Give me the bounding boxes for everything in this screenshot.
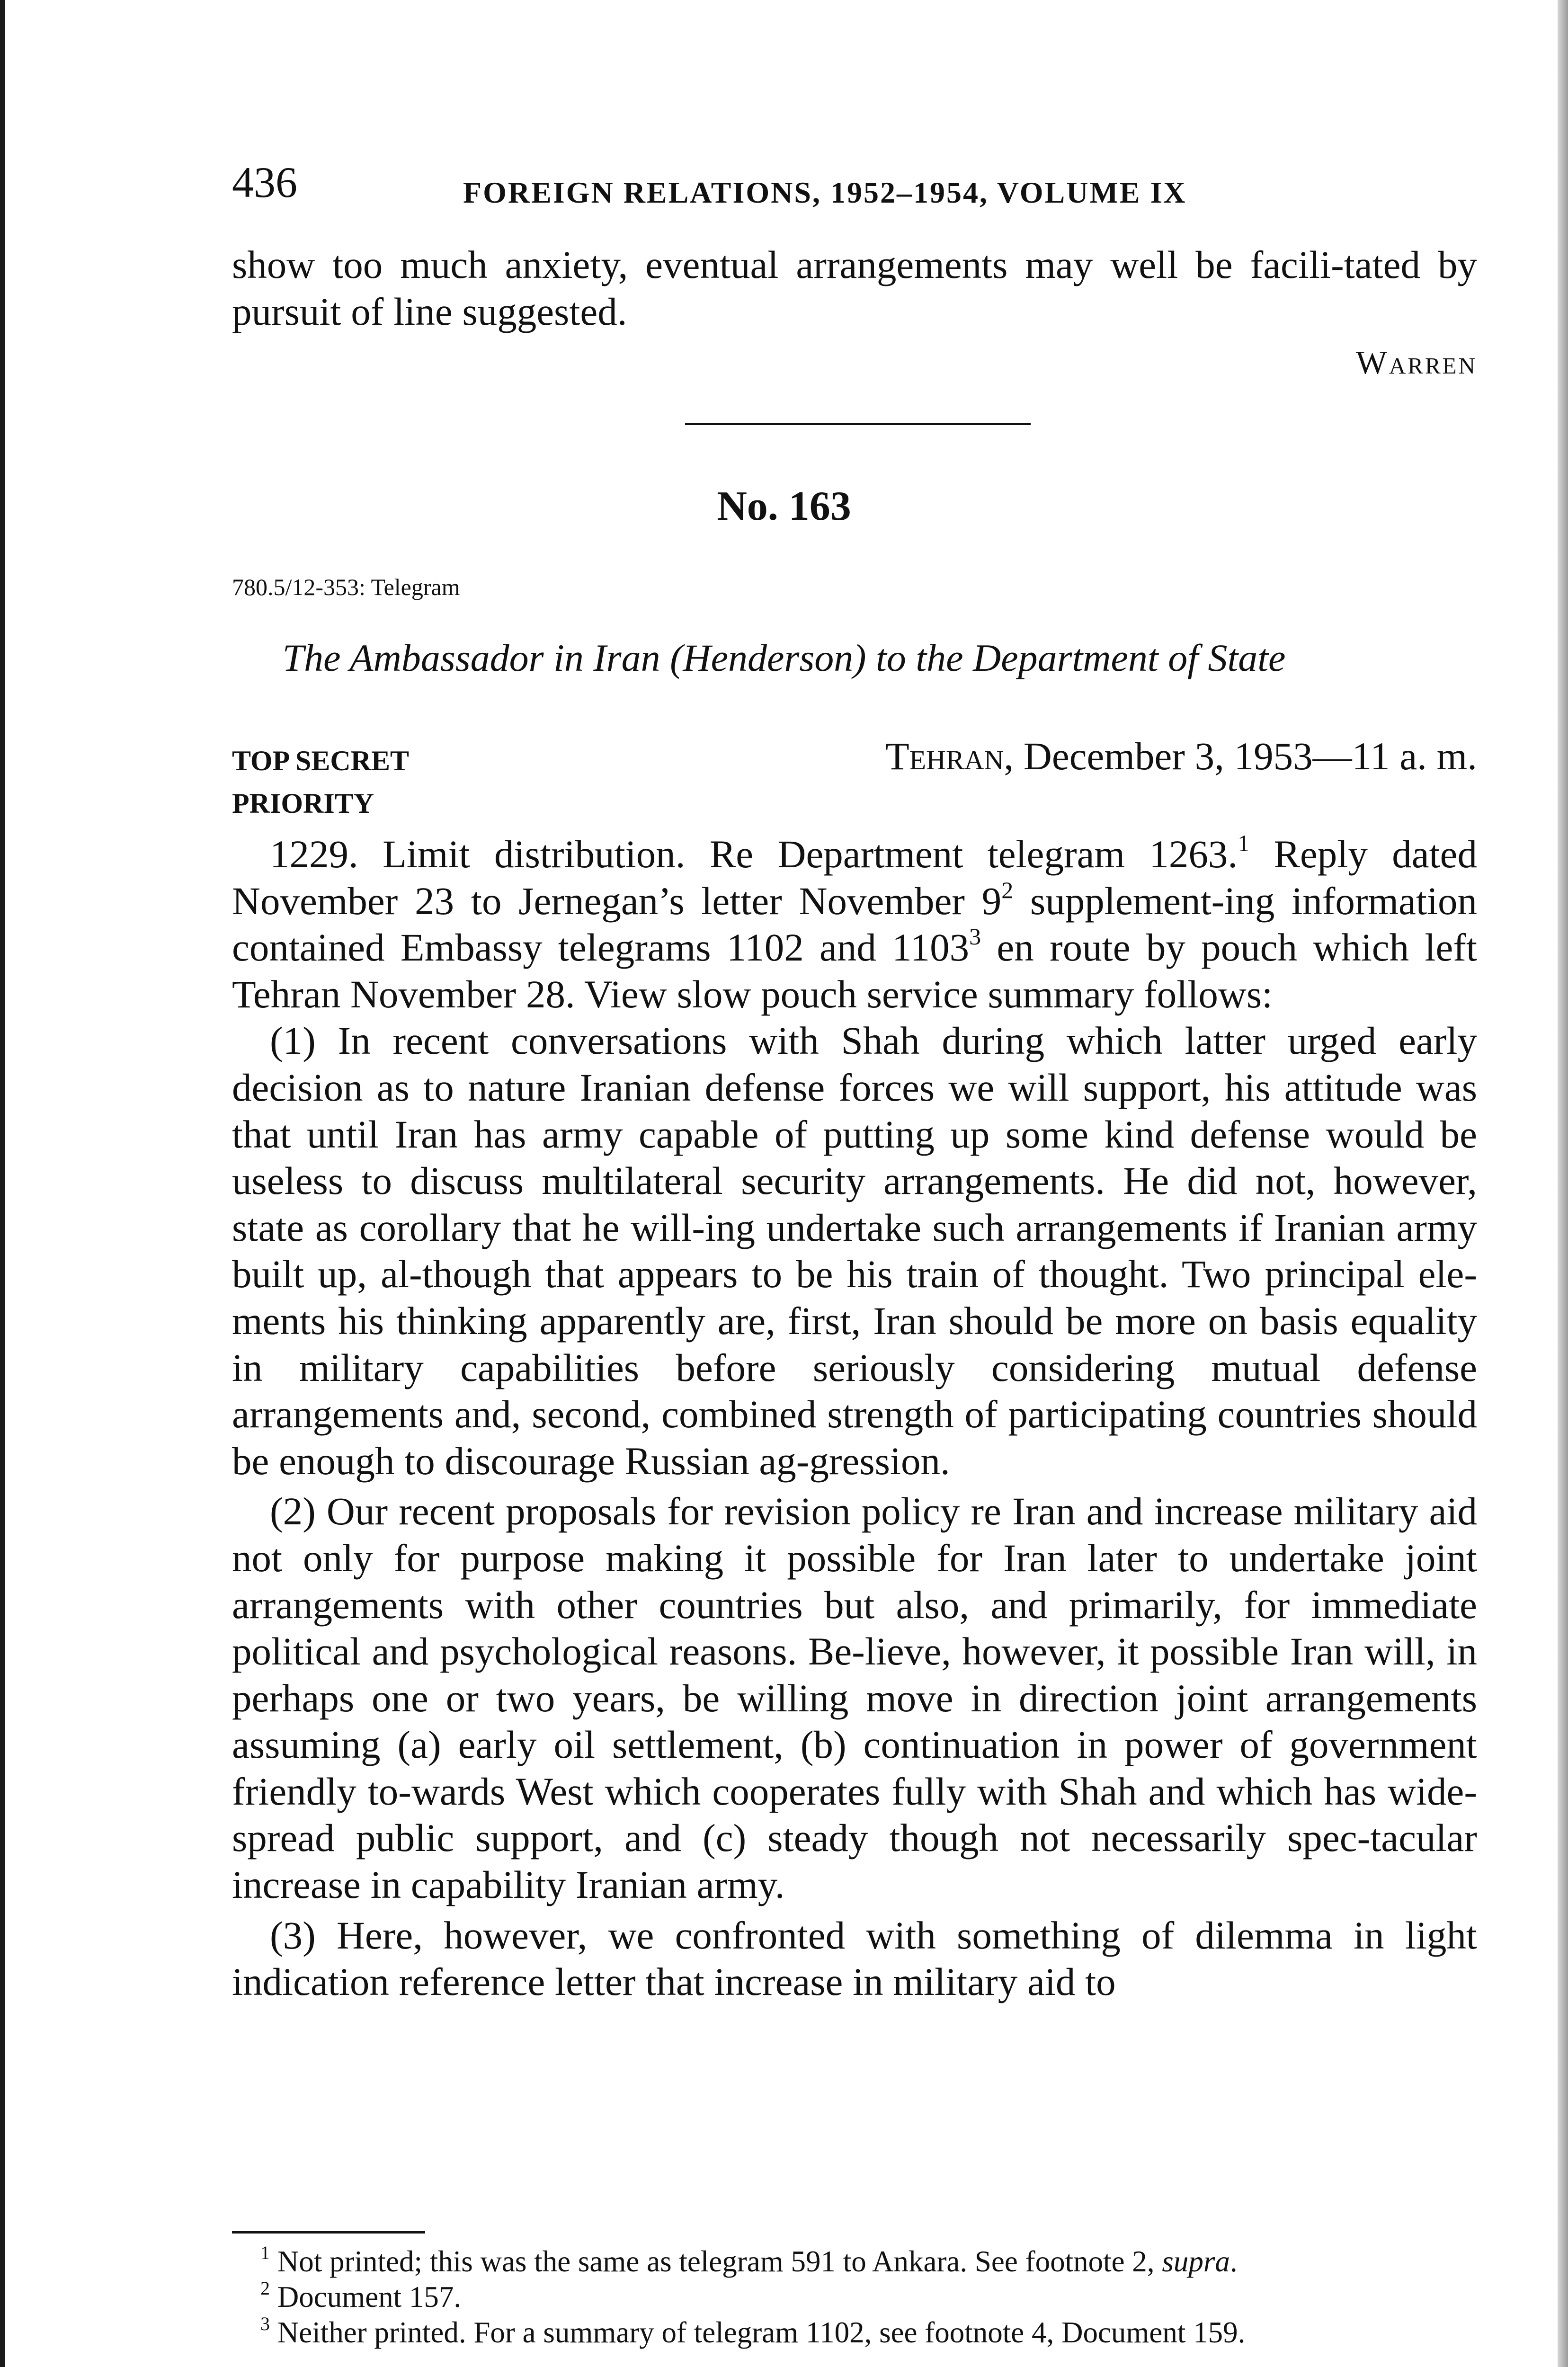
footnote-1 [232, 2244, 1477, 2279]
footnote-2-marker: 2 [260, 2278, 270, 2299]
page-number: 436 [232, 158, 297, 206]
footnote-1-marker: 1 [260, 2242, 270, 2263]
dateline [885, 732, 1477, 780]
classification-label: TOP SECRET [232, 745, 410, 776]
dateline-place: Tehran [885, 734, 1004, 778]
body-paragraph-2: (1) In recent conversations with Shah during which latter urged early decision as to nature Iranian defense forces we will support, his attitude was that until Iran has army capable of putting up some kind defense would be useless to discuss multilateral security arrangements. He did not, however, state as corollary that he will-ing undertake such arrangements if Iranian army built up, al-though that appears to be his train of thought. Two principal ele-ments his thinking apparently are, first, Iran should be more on basis equality in military capabilities before seriously considering mutual defense arrangements and, second, combined strength of participating countries should be enough to discourage Russian ag-gression. [232, 1019, 1477, 1483]
scan-right-edge [1558, 0, 1568, 2367]
section-divider [685, 423, 1031, 425]
document-number: No. 163 [717, 483, 851, 529]
telegram-body [232, 831, 1477, 2009]
footnote-ref-2: 2 [1001, 876, 1014, 903]
footnote-1-text-italic: supra [1162, 2245, 1230, 2278]
body-paragraph-1-text-a: 1229. Limit distribution. Re Department telegram 1263. [270, 832, 1238, 876]
file-reference: 780.5/12-353: Telegram [232, 574, 460, 600]
footnote-3-marker: 3 [260, 2313, 270, 2334]
body-paragraph-4: (3) Here, however, we confronted with something of dilemma in light indication reference letter that increase in military aid to [232, 1913, 1477, 2004]
footnote-3-text: Neither printed. For a summary of telegram 1102, see footnote 4, Document 159. [270, 2316, 1246, 2349]
footnote-3 [232, 2315, 1477, 2350]
signature: Warren [1355, 345, 1477, 381]
footnote-1-text-b: . [1229, 2245, 1238, 2278]
footnote-1-text-a: Not printed; this was the same as telegram 591 to Ankara. See footnote 2, [270, 2245, 1162, 2278]
body-paragraph-1 [232, 831, 1477, 1017]
body-paragraph-1-text-d: en route by pouch which left Tehran November 28. View slow pouch service summary follows: [232, 925, 1478, 1016]
scan-left-edge [0, 0, 5, 2367]
dateline-date: , December 3, 1953—11 a. m. [1004, 734, 1477, 778]
precedence-label: PRIORITY [232, 788, 374, 819]
document-title: The Ambassador in Iran (Henderson) to the Department of State [282, 636, 1286, 679]
page-header [232, 156, 1477, 213]
footnote-rule [232, 2231, 425, 2234]
body-paragraph-3: (2) Our recent proposals for revision policy re Iran and increase military aid not only for purpose making it possible for Iran later to undertake joint arrangements with other countries but also, and primarily, for immediate political and psychological reasons. Be-lieve, however, it possible Iran will, in perhaps one or two years, be willing move in direction joint arrangements assuming (a) early oil settlement, (b) continuation in power of government friendly to-wards West which cooperates fully with Shah and which has wide-spread public support, and (c) steady though not necessarily spec-tacular increase in capability Iranian army. [232, 1489, 1477, 1907]
footnote-2-text: Document 157. [270, 2280, 462, 2314]
footnote-ref-3: 3 [969, 923, 981, 950]
classification-block [232, 739, 409, 825]
body-paragraph-1-text-b: Reply dated November 23 to Jernegan’s letter November 9 [232, 832, 1477, 923]
continuation-paragraph: show too much anxiety, eventual arrangements may well be facili-tated by pursuit of line suggested. [232, 243, 1477, 333]
body-paragraph-1-text-c: supplement-ing information contained Embassy telegrams 1102 and 1103 [232, 879, 1478, 970]
footnotes [232, 2244, 1477, 2350]
running-head: FOREIGN RELATIONS, 1952–1954, VOLUME IX [463, 176, 1187, 209]
footnote-ref-1: 1 [1238, 830, 1250, 856]
footnote-2 [232, 2279, 1477, 2315]
